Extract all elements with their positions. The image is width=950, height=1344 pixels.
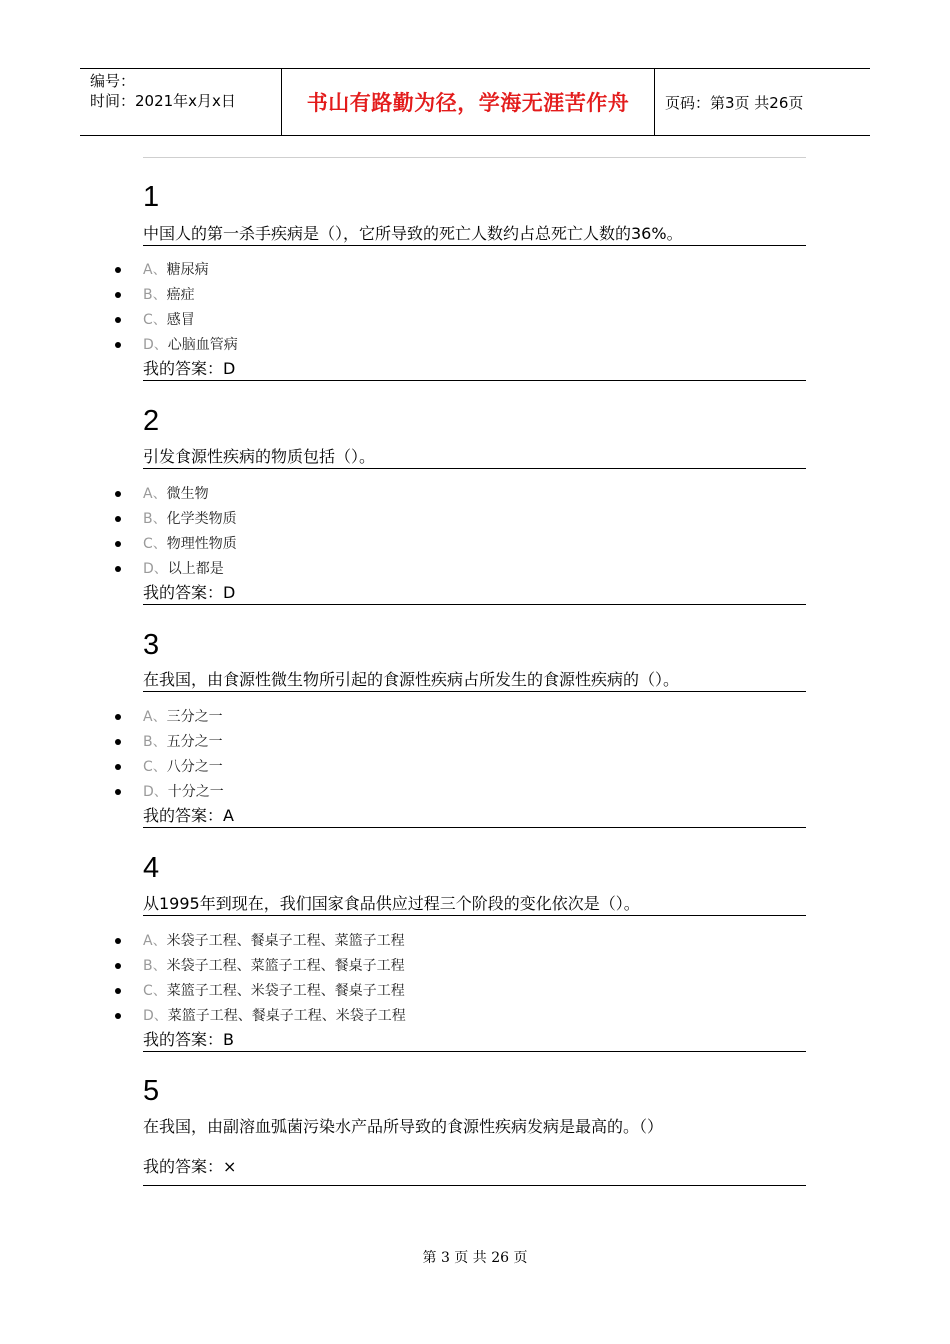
option-d[interactable] <box>143 782 806 807</box>
question-text: 从1995年到现在，我们国家食品供应过程三个阶段的变化依次是（）。 <box>143 894 806 916</box>
option-text: 三分之一 <box>166 709 223 725</box>
page-footer: 第 3 页 共 26 页 <box>422 1250 528 1266</box>
option-text: 菜篮子工程、米袋子工程、餐桌子工程 <box>166 983 405 999</box>
question-text: 在我国，由食源性微生物所引起的食源性疾病占所发生的食源性疾病的（）。 <box>143 670 806 692</box>
question-number: 5 <box>143 1075 160 1107</box>
page-label: 页码：第3页 共26页 <box>665 93 804 112</box>
option-list <box>143 484 806 584</box>
option-b[interactable] <box>143 956 806 981</box>
option-letter: A、 <box>143 486 167 502</box>
bullet-icon <box>115 938 121 944</box>
option-text: 五分之一 <box>166 734 223 750</box>
option-text: 菜篮子工程、餐桌子工程、米袋子工程 <box>167 1008 406 1024</box>
option-letter: A、 <box>143 262 167 278</box>
option-text: 八分之一 <box>166 759 223 775</box>
bullet-icon <box>115 963 121 969</box>
option-d[interactable] <box>143 559 806 584</box>
question-number: 2 <box>143 405 160 437</box>
question-block <box>143 180 806 378</box>
bullet-icon <box>115 292 121 298</box>
my-answer: 我的答案：D <box>143 583 806 605</box>
option-text: 微生物 <box>166 486 209 502</box>
option-a[interactable] <box>143 484 806 509</box>
option-c[interactable] <box>143 534 806 559</box>
option-d[interactable] <box>143 1006 806 1031</box>
option-a[interactable] <box>143 931 806 956</box>
option-text: 米袋子工程、菜篮子工程、餐桌子工程 <box>166 958 405 974</box>
option-c[interactable] <box>143 310 806 335</box>
option-letter: A、 <box>143 933 167 949</box>
question-block <box>143 851 806 1049</box>
option-text: 心脑血管病 <box>167 337 238 353</box>
option-text: 十分之一 <box>167 784 224 800</box>
option-letter: C、 <box>143 312 167 328</box>
option-d[interactable] <box>143 335 806 360</box>
page-header <box>80 68 870 136</box>
option-a[interactable] <box>143 707 806 732</box>
option-list <box>143 260 806 360</box>
number-label: 编号： <box>90 72 136 90</box>
option-letter: C、 <box>143 536 167 552</box>
option-text: 物理性物质 <box>166 536 237 552</box>
option-letter: C、 <box>143 983 167 999</box>
option-c[interactable] <box>143 757 806 782</box>
option-letter: D、 <box>143 784 168 800</box>
bullet-icon <box>115 1013 121 1019</box>
bullet-icon <box>115 491 121 497</box>
header-meta <box>80 69 282 135</box>
bullet-icon <box>115 764 121 770</box>
option-text: 糖尿病 <box>166 262 209 278</box>
question-number: 3 <box>143 629 160 661</box>
bullet-icon <box>115 317 121 323</box>
my-answer: 我的答案：D <box>143 359 806 381</box>
bullet-icon <box>115 267 121 273</box>
header-page <box>655 69 870 135</box>
option-letter: D、 <box>143 561 168 577</box>
option-letter: A、 <box>143 709 167 725</box>
option-c[interactable] <box>143 981 806 1006</box>
my-answer: 我的答案：A <box>143 806 806 828</box>
question-text: 引发食源性疾病的物质包括（）。 <box>143 447 806 469</box>
time-label: 时间：2021年x月x日 <box>90 92 236 110</box>
question-number: 1 <box>143 181 160 213</box>
bullet-icon <box>115 739 121 745</box>
option-b[interactable] <box>143 285 806 310</box>
question-block <box>143 628 806 825</box>
question-block <box>143 404 806 602</box>
bullet-icon <box>115 714 121 720</box>
option-text: 癌症 <box>166 287 195 303</box>
bullet-icon <box>115 516 121 522</box>
option-b[interactable] <box>143 732 806 757</box>
option-a[interactable] <box>143 260 806 285</box>
option-letter: D、 <box>143 1008 168 1024</box>
option-text: 以上都是 <box>167 561 224 577</box>
divider <box>143 157 806 158</box>
my-answer: 我的答案：B <box>143 1030 806 1052</box>
option-letter: D、 <box>143 337 168 353</box>
question-block <box>143 1074 806 1176</box>
my-answer: 我的答案：× <box>143 1157 806 1186</box>
option-letter: B、 <box>143 287 167 303</box>
option-letter: B、 <box>143 958 167 974</box>
option-letter: B、 <box>143 734 167 750</box>
option-text: 化学类物质 <box>166 511 237 527</box>
option-text: 感冒 <box>166 312 195 328</box>
question-text: 中国人的第一杀手疾病是（），它所导致的死亡人数约占总死亡人数的36%。 <box>143 224 806 246</box>
header-motto <box>282 69 655 135</box>
option-letter: B、 <box>143 511 167 527</box>
bullet-icon <box>115 541 121 547</box>
bullet-icon <box>115 988 121 994</box>
option-list <box>143 931 806 1031</box>
question-text: 在我国，由副溶血弧菌污染水产品所导致的食源性疾病发病是最高的。（） <box>143 1117 664 1136</box>
motto-text: 书山有路勤为径，学海无涯苦作舟 <box>306 90 630 115</box>
option-letter: C、 <box>143 759 167 775</box>
bullet-icon <box>115 342 121 348</box>
option-list <box>143 707 806 807</box>
option-b[interactable] <box>143 509 806 534</box>
bullet-icon <box>115 789 121 795</box>
bullet-icon <box>115 566 121 572</box>
question-number: 4 <box>143 852 160 884</box>
option-text: 米袋子工程、餐桌子工程、菜篮子工程 <box>166 933 405 949</box>
